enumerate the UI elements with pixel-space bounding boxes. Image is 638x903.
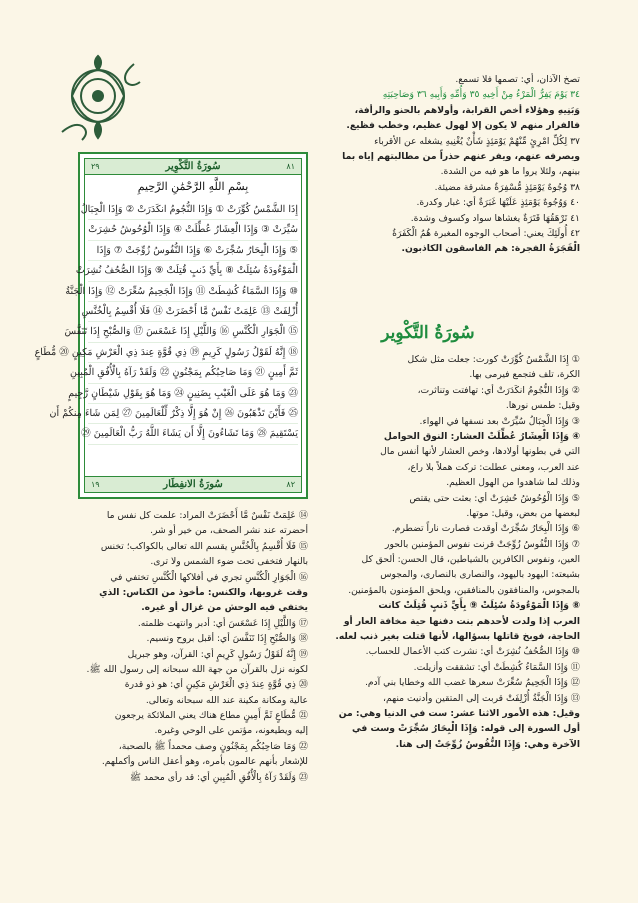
text-line: ⑥ وَإِذَا الْبِحَارُ سُجِّرَتْ أوقدت فصارت ناراً تضطرم. — [391, 523, 580, 535]
text-line: ① إِذَا الشَّمْسُ كُوِّرَتْ كورت: جعلت مثل شكل — [407, 354, 580, 365]
text-line: ⑱ وَالصُّبْحِ إِذَا تَنَفَّسَ أي: أقبل بروح ونسيم. — [146, 633, 308, 645]
commentary-column-right — [322, 72, 580, 257]
text-line: ㉑ مُّطَاعٍ ثَمَّ أَمِينٍ مطاع هناك يعني الملائكة يرجعون — [114, 710, 308, 722]
verse-line: يَسْتَقِيمَ ㉘ وَمَا تَشَاءُونَ إِلَّا أَن يَشَاءَ اللَّهُ رَبُّ الْعَالَمِينَ ㉙ — [88, 424, 298, 444]
text-line: ٣٨ وُجُوهٌ يَوْمَئِذٍ مُّسْفِرَةٌ مشرقة مضيئة. — [434, 181, 580, 193]
text-line: ㉓ وَلَقَدْ رَآهُ بِالْأُفُقِ الْمُبِينِ أي: قد رأى محمد ﷺ — [129, 771, 308, 783]
verse-line: ⑱ إِنَّهُ لَقَوْلُ رَسُولٍ كَرِيمٍ ⑲ ذِي قُوَّةٍ عِندَ ذِي الْعَرْشِ مَكِينٍ ⑳ مُّطَاعٍ — [88, 343, 298, 363]
verse-line: ⑤ وَإِذَا الْبِحَارُ سُجِّرَتْ ⑥ وَإِذَا النُّفُوسُ زُوِّجَتْ ⑦ وَإِذَا — [88, 241, 298, 261]
text-line: ㉒ وَمَا صَاحِبُكُم بِمَجْنُونٍ وصف محمداً ﷺ بالصحبة، — [118, 740, 308, 752]
text-line: الكرة، تلف فتجمع فيرمى بها. — [469, 369, 580, 381]
text-line: ٣٤ يَوْمَ يَفِرُّ الْمَرْءُ مِنْ أَخِيهِ ٣٥ وَأُمِّهِ وَأَبِيهِ ٣٦ وَصَاحِبَتِهِ — [382, 89, 580, 101]
commentary-column-left — [78, 508, 308, 785]
text-line: الْفَجَرَةُ الفجرة: هم الفاسقون الكاذبون. — [401, 243, 580, 255]
text-line: عالية ومكانة مكينة عند الله سبحانه وتعالى. — [145, 694, 308, 706]
text-line: الحاجة، فوبخ قاتلها بسؤالها، لأنها قتلت بغير ذنب لعله. — [335, 631, 580, 643]
verse-line: ㉓ وَمَا هُوَ عَلَى الْغَيْبِ بِضَنِينٍ ㉔ وَمَا هُوَ بِقَوْلِ شَيْطَانٍ رَّجِيمٍ — [88, 384, 298, 404]
text-line: ⑫ وَإِذَا الْجَحِيمُ سُعِّرَتْ سعرها غضب الله وخطايا بني آدم. — [364, 677, 580, 689]
text-line: يختفي فيه الوحش من غزال أو غيره. — [141, 602, 308, 614]
surah-header-title: سُورَةُ الانفِطَار — [163, 479, 223, 490]
text-line: إليه ويطيعونه، مؤتمن على الوحي وغيره. — [154, 725, 308, 737]
text-line: بشيعته: اليهود باليهود، والنصارى بالنصارى، والمجوس — [380, 569, 580, 581]
text-line: ⑲ إِنَّهُ لَقَوْلُ رَسُولٍ كَرِيمٍ أي: القرآن، وهو جبريل — [127, 648, 308, 660]
text-line: ② وَإِذَا النُّجُومُ انكَدَرَتْ أي: تهافتت وتناثرت، — [417, 384, 580, 396]
text-line: لكونه نزل بالقرآن من جهة الله سبحانه إلى رسول الله ﷺ. — [86, 663, 308, 675]
next-surah-banner — [84, 476, 302, 493]
text-line: ⑪ وَإِذَا السَّمَاءُ كُشِطَتْ أي: تشققت وأزيلت. — [413, 661, 580, 673]
text-line: ⑩ وَإِذَا الصُّحُفُ نُشِرَتْ أي: نشرت كتب الأعمال للحساب. — [365, 646, 580, 658]
text-line: ٤٢ أُولَئِكَ يعني: أصحاب الوجوه المغبرة هُمُ الْكَفَرَةُ — [392, 227, 580, 239]
verse-line: إِذَا الشَّمْسُ كُوِّرَتْ ① وَإِذَا النُّجُومُ انكَدَرَتْ ② وَإِذَا الْجِبَالُ — [88, 200, 298, 220]
text-line: للإشعار بأنهم عالمون بأمره، وهو أعقل الناس وأكملهم. — [101, 756, 308, 768]
surah-number: ٨٢ — [286, 480, 295, 489]
verse-line: ⑩ وَإِذَا السَّمَاءُ كُشِطَتْ ⑪ وَإِذَا الْجَحِيمُ سُعِّرَتْ ⑫ وَإِذَا الْجَنَّةُ — [88, 282, 298, 302]
text-line: الآخرة وهي: وَإِذَا النُّفُوسُ زُوِّجَتْ إلى هنا. — [395, 738, 580, 750]
text-line: ٤١ تَرْهَقُهَا قَتَرَةٌ يغشاها سواد وكسوف وشدة. — [410, 212, 580, 224]
text-line: وقيل: طمس نورها. — [505, 400, 580, 412]
text-line: بينهم، ولئلا يروا ما هو فيه من الشدة. — [440, 166, 580, 178]
text-line: عند العرب، ومعنى عطلت: تركت هملاً بلا راع، — [407, 461, 580, 473]
text-line: وقت غروبها، والكنس: مأخوذ من الكناس: الذي — [99, 586, 308, 598]
verse-line: ثَمَّ أَمِينٍ ㉑ وَمَا صَاحِبُكُم بِمَجْنُونٍ ㉒ وَلَقَدْ رَآهُ بِالْأُفُقِ الْمُبِينِ — [88, 363, 298, 383]
text-line: ٣٧ لِكُلِّ امْرِئٍ مِّنْهُمْ يَوْمَئِذٍ شَأْنٌ يُغْنِيهِ يشغله عن الأقرباء — [374, 135, 580, 147]
text-line: ⑬ وَإِذَا الْجَنَّةُ أُزْلِفَتْ قربت إلى المتقين وأدنيت منهم، — [383, 692, 580, 704]
text-line: ٤٠ وَوُجُوهٌ يَوْمَئِذٍ عَلَيْهَا غَبَرَةٌ أي: غبار وكدرة. — [416, 197, 580, 209]
verse-line: ⑮ الْجَوَارِ الْكُنَّسِ ⑯ وَاللَّيْلِ إِذَا عَسْعَسَ ⑰ وَالصُّبْحِ إِذَا تَنَفَّسَ — [88, 322, 298, 342]
text-line: ⑯ الْجَوَارِ الْكُنَّسِ تجري في أفلاكها الْكُنَّسِ تختفي في — [110, 571, 308, 583]
text-line: فالفرار منهم لا يكون إلا لهول عظيم، وخطب فظيع. — [346, 120, 580, 132]
text-line: ⑦ وَإِذَا النُّفُوسُ زُوِّجَتْ قرنت نفوس المؤمنين بالحور — [385, 538, 580, 550]
text-line: ويصرفه عنهم، ويفر عنهم حذراً من مطالبتهم إياه بما — [342, 150, 580, 162]
verse-count: ٢٩ — [91, 162, 100, 171]
text-line: لبعضها من بعض، وقيل: موتها. — [466, 507, 580, 519]
verse-line: ㉕ فَأَيْنَ تَذْهَبُونَ ㉖ إِنْ هُوَ إِلَّا ذِكْرٌ لِّلْعَالَمِينَ ㉗ لِمَن شَاءَ مِنكُمْ أَن — [88, 404, 298, 424]
surah-number: ٨١ — [286, 162, 295, 171]
text-line: ⑰ وَاللَّيْلِ إِذَا عَسْعَسَ أي: أدبر وانتهت ظلمته. — [137, 617, 308, 629]
text-line: وقيل: هذه الأمور الاثنا عشر: ست في الدنيا وهي: من — [338, 707, 580, 719]
text-line: ⑳ ذِي قُوَّةٍ عِندَ ذِي الْعَرْشِ مَكِينٍ أي: هو ذو قدرة — [124, 679, 308, 691]
text-line: ⑭ عَلِمَتْ نَفْسٌ مَّا أَحْضَرَتْ المراد: علمت كل نفس ما — [106, 510, 308, 521]
text-line: وَبَنِيهِ وهؤلاء أخص القرابة، وأولاهم بالحنو والرأفة، — [354, 104, 580, 116]
verse-count: ١٩ — [91, 480, 100, 489]
surah-title: سُورَةُ التَّكْوِير — [381, 323, 475, 343]
verse-line: الْمَوْءُودَةُ سُئِلَتْ ⑧ بِأَيِّ ذَنبٍ قُتِلَتْ ⑨ وَإِذَا الصُّحُفُ نُشِرَتْ — [88, 261, 298, 281]
text-line: بالمجوس، والمنافقون بالمنافقين، ويلحق المؤمنون بالمؤمنين. — [348, 584, 580, 596]
text-line: ⑤ وَإِذَا الْوُحُوشُ حُشِرَتْ أي: بعثت حتى يقتص — [409, 492, 580, 504]
text-line: ③ وَإِذَا الْجِبَالُ سُيِّرَتْ بعد نسفها في الهواء. — [419, 415, 580, 427]
quran-text-panel — [34, 152, 308, 499]
surah-header-title: سُورَةُ التَّكْوِير — [165, 161, 221, 172]
text-line: وذلك لما شاهدوا من الهول العظيم. — [446, 477, 580, 489]
basmala: بِسْمِ اللَّهِ الرَّحْمَٰنِ الرَّحِيمِ — [137, 180, 249, 193]
text-line: أول السورة إلى قوله: وَإِذَا الْبِحَارُ سُجِّرَتْ وست في — [351, 723, 580, 735]
text-line: العرب إذا ولدت لأحدهم بنت دفنها حية مخافة العار أو — [343, 615, 580, 627]
text-line: العين، ونفوس الكافرين بالشياطين، قال الحسن: ألحق كل — [361, 554, 580, 566]
text-line: التي في بطونها أولادها، وخص العشار لأنها أنفس مال — [380, 446, 580, 458]
surah-header-banner — [84, 158, 302, 175]
text-line: ⑧ وَإِذَا الْمَوْءُودَةُ سُئِلَتْ ⑨ بِأَيِّ ذَنبٍ قُتِلَتْ كانت — [378, 600, 580, 612]
text-line: تصخ الآذان، أي: تصمها فلا تسمع. — [455, 74, 580, 85]
verses-block — [34, 200, 298, 445]
text-line: بالنهار فتخفى تحت ضوء الشمس ولا ترى. — [150, 556, 308, 568]
floral-ornament-icon — [52, 52, 144, 148]
text-line: أحضرته عند نشر الصحف، من خير أو شر. — [150, 525, 308, 537]
commentary-column-right-lower — [322, 352, 580, 752]
verse-line: أُزْلِفَتْ ⑬ عَلِمَتْ نَفْسٌ مَّا أَحْضَرَتْ ⑭ فَلَا أُقْسِمُ بِالْخُنَّسِ — [88, 302, 298, 322]
verse-line: سُيِّرَتْ ③ وَإِذَا الْعِشَارُ عُطِّلَتْ ④ وَإِذَا الْوُحُوشُ حُشِرَتْ — [88, 220, 298, 240]
text-line: ⑮ فَلَا أُقْسِمُ بِالْخُنَّسِ يقسم الله تعالى بالكواكب؛ تخنس — [100, 540, 308, 552]
text-line: ④ وَإِذَا الْعِشَارُ عُطِّلَتْ العشار: النوق الحوامل — [383, 430, 580, 442]
